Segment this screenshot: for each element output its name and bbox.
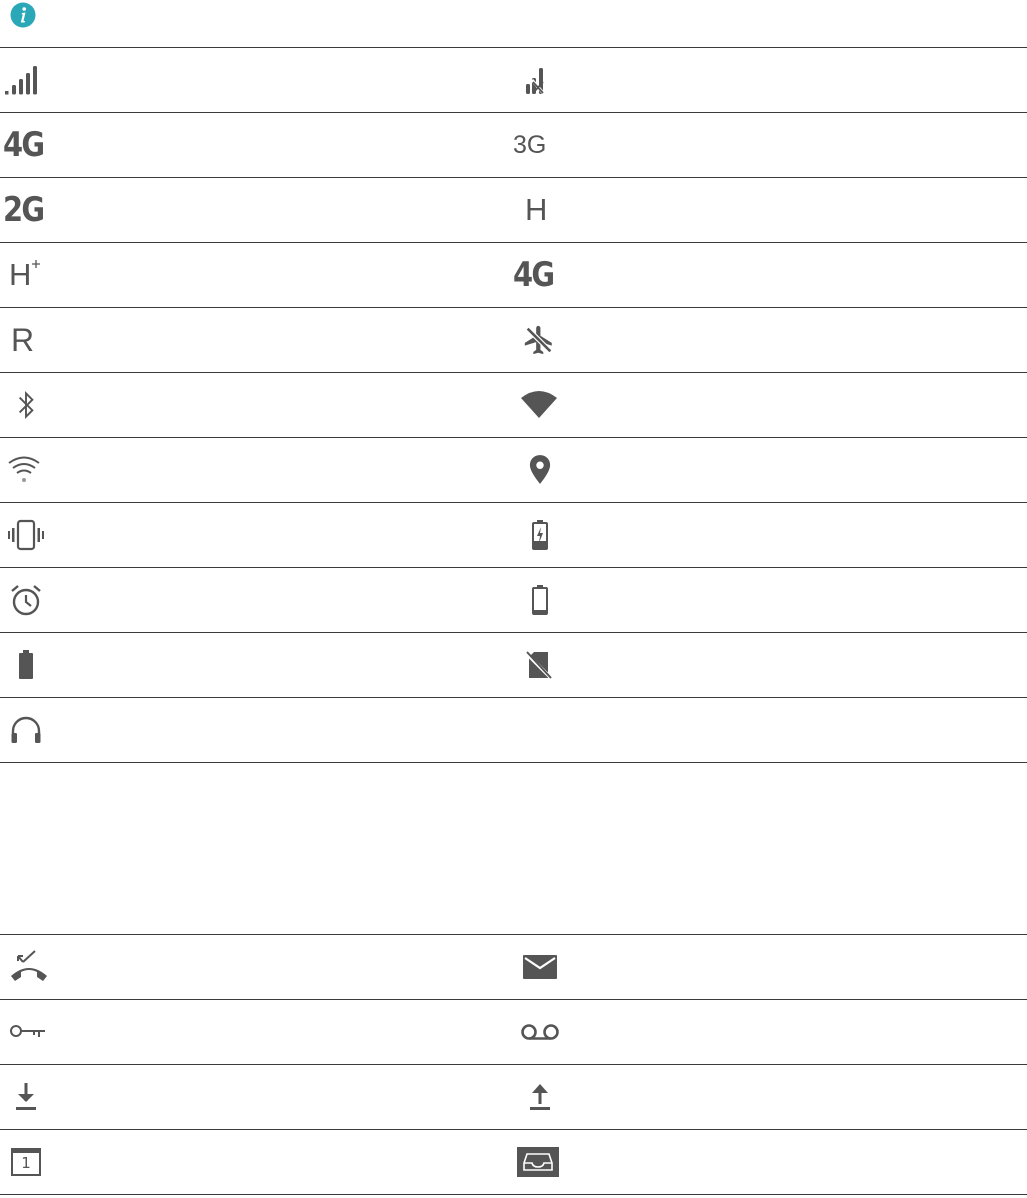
4g-bold-icon: 4G bbox=[513, 255, 554, 295]
location-icon bbox=[513, 438, 573, 502]
table-row bbox=[0, 112, 1027, 177]
table-row bbox=[0, 372, 1027, 437]
table-row bbox=[0, 502, 1027, 567]
table-row bbox=[0, 1064, 1027, 1129]
missed-call-icon bbox=[3, 935, 63, 999]
signal-strength-icon bbox=[3, 48, 63, 112]
notification-icons-table bbox=[0, 934, 1027, 1195]
calendar-icon: 1 bbox=[3, 1130, 63, 1194]
h-network-icon: H bbox=[525, 192, 548, 227]
roaming-icon: R bbox=[11, 321, 35, 358]
battery-full-icon bbox=[3, 633, 63, 697]
table-row bbox=[0, 567, 1027, 632]
headset-icon bbox=[3, 698, 63, 762]
2g-icon: 2G bbox=[3, 190, 44, 230]
table-row bbox=[0, 1129, 1027, 1195]
vibrate-icon bbox=[3, 503, 63, 567]
bluetooth-icon bbox=[3, 373, 63, 437]
info-icon bbox=[10, 2, 36, 28]
table-row bbox=[0, 307, 1027, 372]
alarm-icon bbox=[3, 568, 63, 632]
3g-icon: 3G bbox=[513, 130, 547, 159]
4g-icon: 4G bbox=[3, 125, 44, 165]
upload-icon bbox=[513, 1065, 573, 1129]
vpn-key-icon bbox=[3, 1000, 63, 1064]
table-row bbox=[0, 632, 1027, 697]
airplane-mode-icon bbox=[513, 308, 573, 372]
table-row bbox=[0, 177, 1027, 242]
h-plus-network-icon: H bbox=[3, 243, 63, 307]
battery-charging-icon bbox=[513, 503, 573, 567]
table-row bbox=[0, 437, 1027, 502]
table-row bbox=[0, 697, 1027, 763]
voicemail-icon bbox=[513, 1000, 573, 1064]
status-icons-table bbox=[0, 47, 1027, 763]
download-icon bbox=[3, 1065, 63, 1129]
table-row bbox=[0, 999, 1027, 1064]
table-row bbox=[0, 47, 1027, 112]
battery-empty-icon bbox=[513, 568, 573, 632]
inbox-icon bbox=[513, 1130, 573, 1194]
wifi-signal-icon bbox=[3, 438, 63, 502]
no-sim-icon bbox=[513, 633, 573, 697]
wifi-full-icon bbox=[513, 373, 573, 437]
email-icon bbox=[513, 935, 573, 999]
no-signal-icon bbox=[513, 48, 573, 112]
table-row bbox=[0, 242, 1027, 307]
table-row bbox=[0, 934, 1027, 999]
